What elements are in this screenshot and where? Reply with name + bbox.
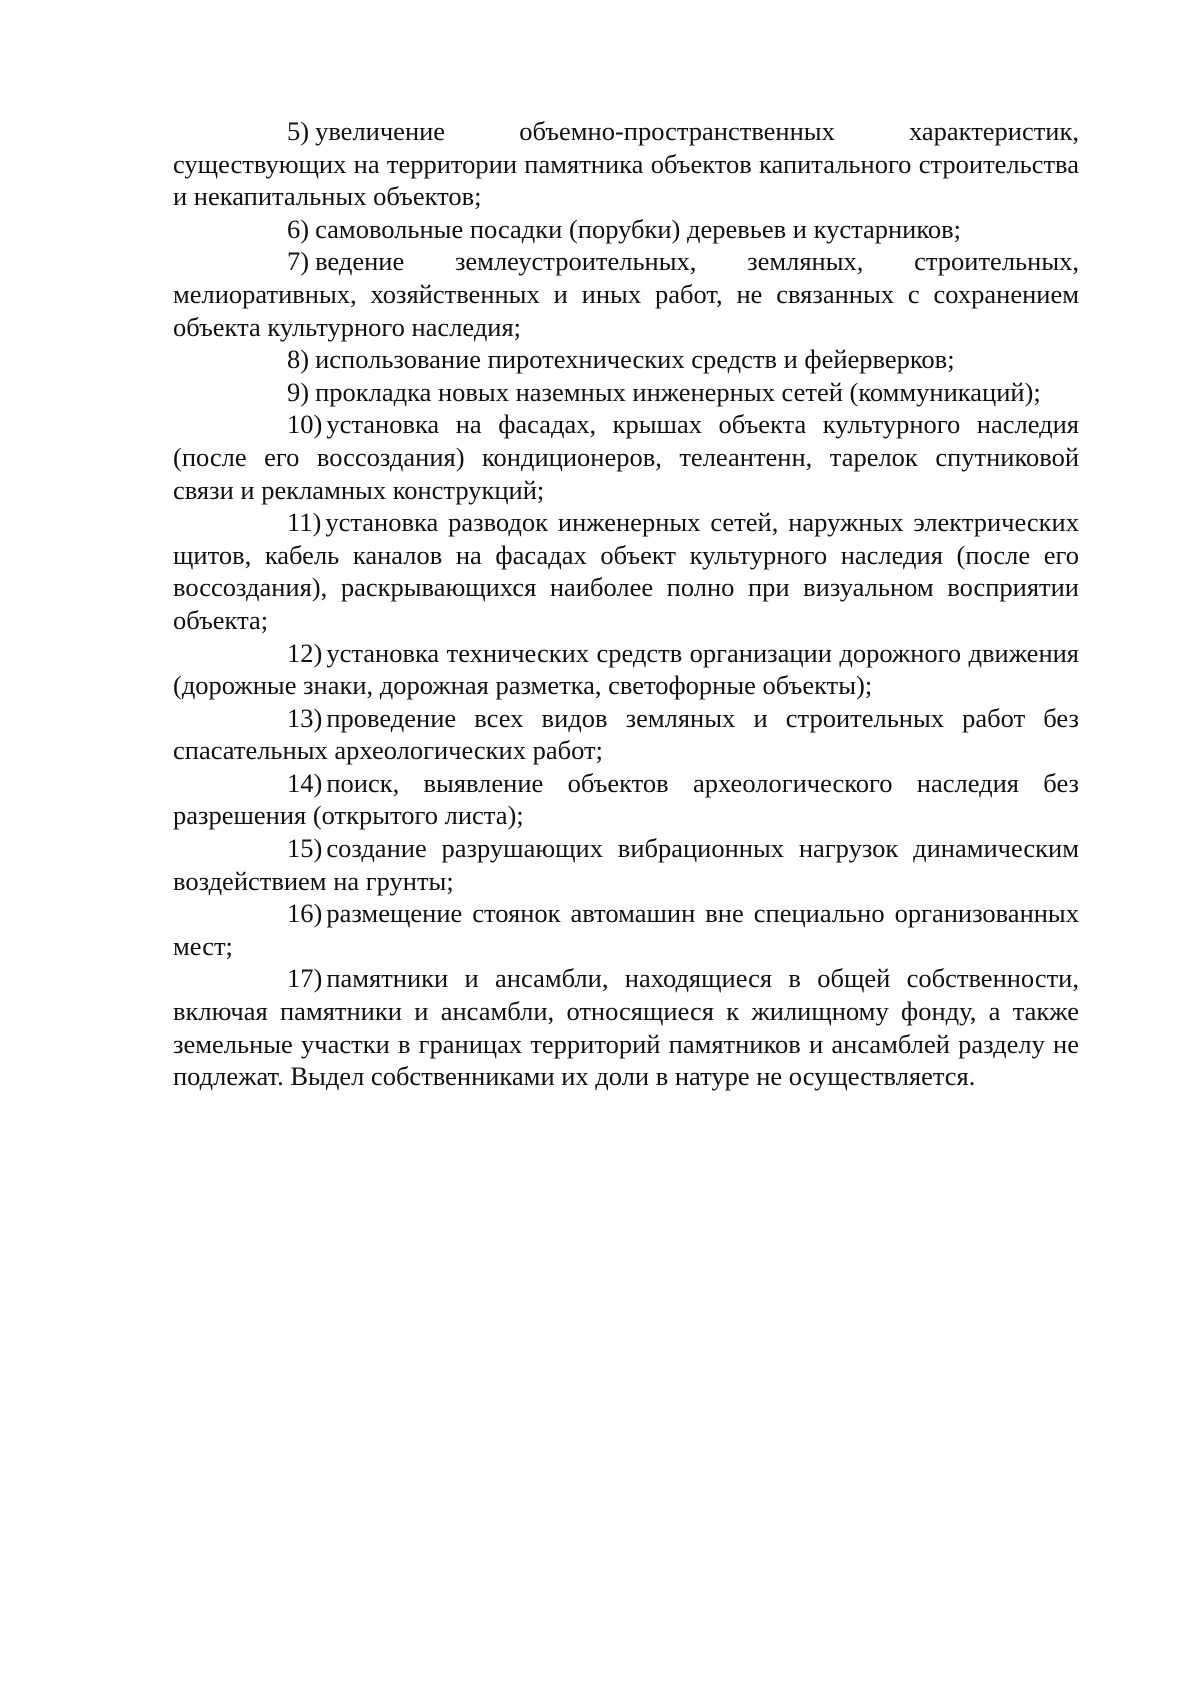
list-item xyxy=(173,637,1079,702)
item-text: установка технических средств организации дорожного движения (дорожные знаки, дорожная разметка, светофорные объекты); xyxy=(173,637,1079,701)
item-number: 12) xyxy=(287,637,323,668)
item-number: 14) xyxy=(287,767,323,798)
list-item xyxy=(173,767,1079,832)
item-number: 5) xyxy=(287,116,310,146)
document-body xyxy=(173,115,1079,1093)
item-number: 10) xyxy=(287,409,323,440)
item-number: 13) xyxy=(287,702,323,733)
list-item xyxy=(173,897,1079,962)
item-number: 16) xyxy=(287,898,323,929)
list-item xyxy=(173,962,1079,1092)
list-item xyxy=(173,245,1079,343)
item-text: памятники и ансамбли, находящиеся в общей собственности, включая памятники и ансамбли, относящиеся к жилищному фонду, а также земельные участки в границах территорий памятников и ансамблей разделу не подлежат. Выдел собственниками их доли в натуре не осуществляется. xyxy=(173,963,1079,1092)
item-number: 15) xyxy=(287,833,323,864)
item-text: размещение стоянок автомашин вне специально организованных мест; xyxy=(173,898,1079,961)
item-number: 9) xyxy=(287,376,310,407)
item-text: создание разрушающих вибрационных нагрузок динамическим воздействием на грунты; xyxy=(173,833,1079,896)
item-number: 17) xyxy=(287,963,323,994)
item-number: 6) xyxy=(287,213,310,244)
list-item xyxy=(173,213,1079,246)
list-item xyxy=(173,376,1079,409)
list-item xyxy=(173,343,1079,376)
list-item xyxy=(173,702,1079,767)
item-number: 11) xyxy=(287,507,322,538)
item-number: 8) xyxy=(287,344,310,375)
list-item xyxy=(173,408,1079,506)
list-item xyxy=(173,506,1079,636)
list-item xyxy=(173,832,1079,897)
item-text: ведение землеустроительных, земляных, строительных, мелиоративных, хозяйственных и иных работ, не связанных с сохранением объекта культурного наследия; xyxy=(173,246,1079,342)
item-text: поиск, выявление объектов археологического наследия без разрешения (открытого листа); xyxy=(173,767,1079,831)
item-number: 7) xyxy=(287,246,310,277)
list-item xyxy=(173,115,1079,213)
item-text: использование пиротехнических средств и фейерверков; xyxy=(315,344,955,375)
item-text: установка на фасадах, крышах объекта культурного наследия (после его воссоздания) кондиционеров, телеантенн, тарелок спутниковой связи и рекламных конструкций; xyxy=(173,409,1079,505)
item-text: увеличение объемно-пространственных характеристик, существующих на территории памятника объектов капитального строительства и некапитальных объектов; xyxy=(173,116,1079,212)
item-text: проведение всех видов земляных и строительных работ без спасательных археологических работ; xyxy=(173,702,1079,766)
item-text: прокладка новых наземных инженерных сетей (коммуникаций); xyxy=(315,376,1041,407)
item-text: самовольные посадки (порубки) деревьев и кустарников; xyxy=(315,213,962,244)
item-text: установка разводок инженерных сетей, наружных электрических щитов, кабель каналов на фасадах объект культурного наследия (после его воссоздания), раскрывающихся наиболее полно при визуальном восприятии объекта; xyxy=(173,507,1079,635)
